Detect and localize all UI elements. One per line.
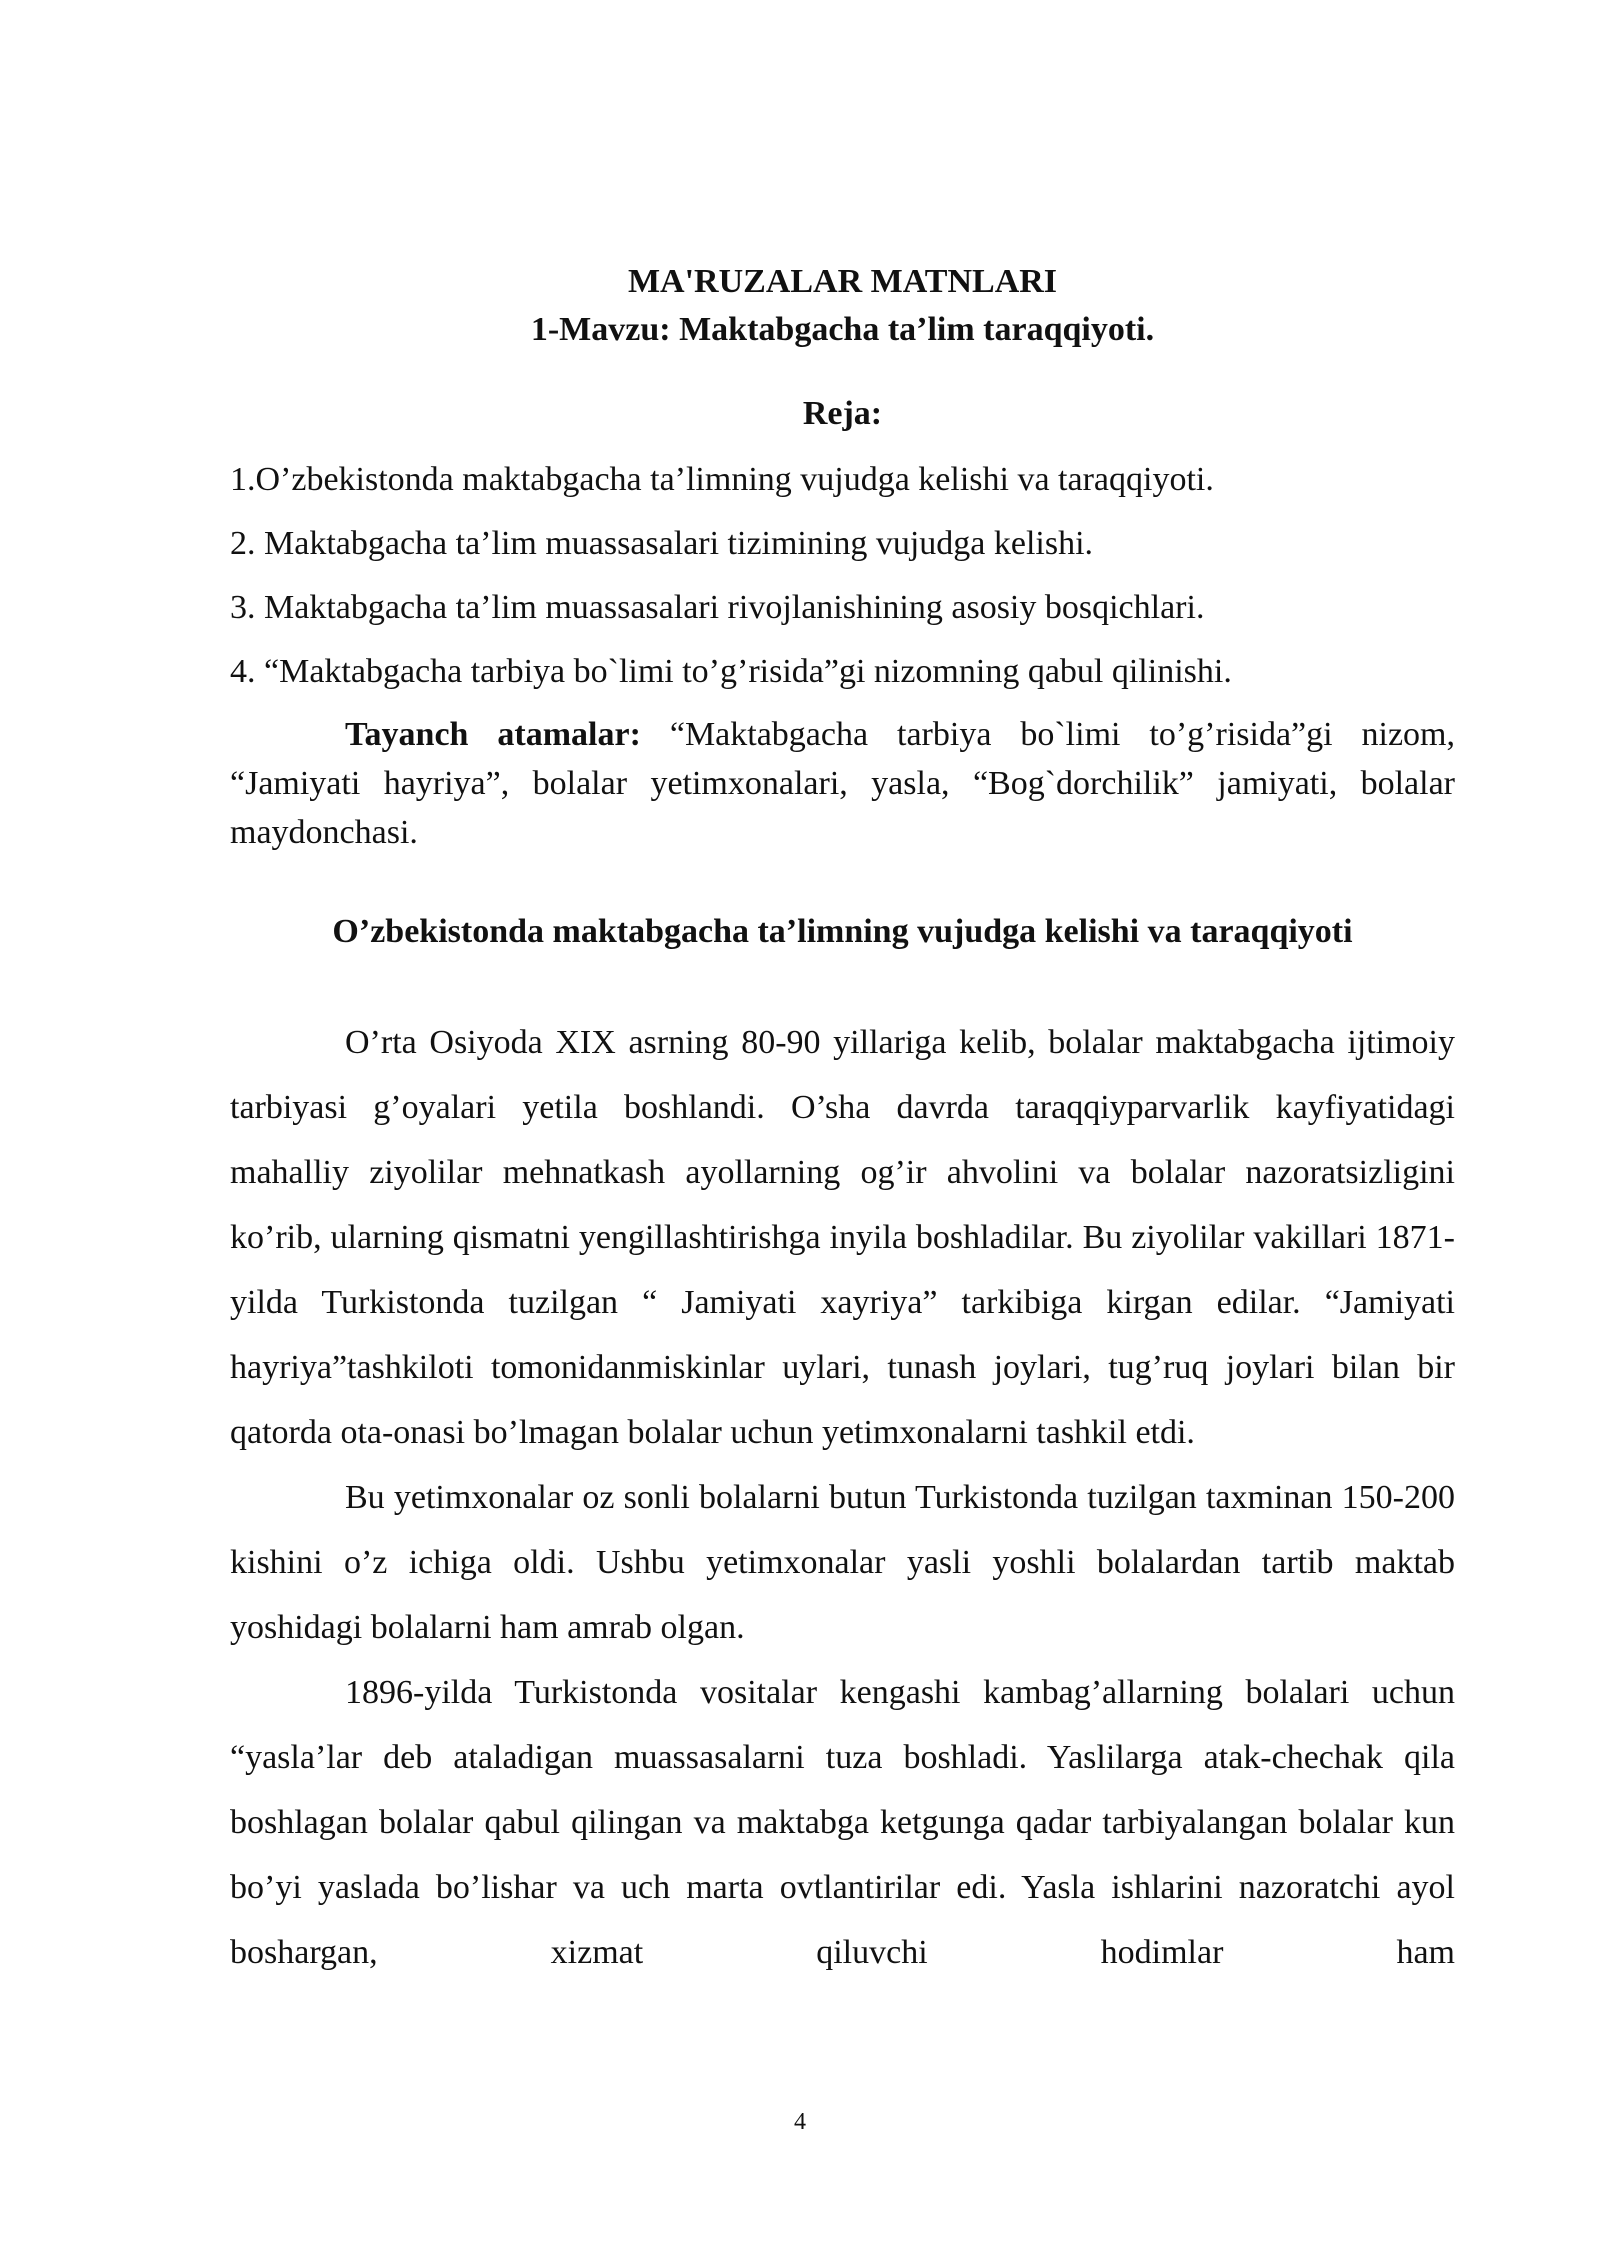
body-paragraph: Bu yetimxonalar oz sonli bolalarni butun Turkistonda tuzilgan taxminan 150-200 kishini o’z ichiga oldi. Ushbu yetimxonalar yasli yoshli bolalardan tartib maktab yoshidagi bolalarni ham amrab olgan. xyxy=(230,1479,1455,1646)
plan-item: 4. “Maktabgacha tarbiya bo`limi to’g’risida”gi nizomning qabul qilinishi. xyxy=(230,653,1232,690)
section-title: O’zbekistonda maktabgacha ta’limning vujudga kelishi va taraqqiyoti xyxy=(332,913,1353,950)
body-text xyxy=(230,1010,1455,1985)
plan-item: 2. Maktabgacha ta’lim muassasalari tizimining vujudga kelishi. xyxy=(230,525,1094,562)
topic-title: 1-Mavzu: Maktabgacha ta’lim taraqqiyoti. xyxy=(530,311,1155,348)
plan-item: 3. Maktabgacha ta’lim muassasalari rivojlanishining asosiy bosqichlari. xyxy=(230,589,1205,626)
body-paragraph: O’rta Osiyoda XIX asrning 80-90 yillariga kelib, bolalar maktabgacha ijtimoiy tarbiyasi g’oyalari yetila boshlandi. O’sha davrda taraqqiyparvarlik kayfiyatidagi mahalliy ziyolilar mehnatkash ayollarning og’ir ahvolini va bolalar nazoratsizligini ko’rib, ularning qismatni yengillashtirishga inyila boshladilar. Bu ziyolilar vakillari 1871-yilda Turkistonda tuzilgan “ Jamiyati xayriya” tarkibiga kirgan edilar. “Jamiyati hayriya”tashkiloti tomonidanmiskinlar uylari, tunash joylari, tug’ruq joylari bilan bir qatorda ota-onasi bo’lmagan bolalar uchun yetimxonalarni tashkil etdi. xyxy=(230,1024,1455,1451)
plan-heading-block xyxy=(230,390,1455,438)
document-header: MA'RUZALAR MATNLARI xyxy=(627,263,1058,300)
body-paragraph: 1896-yilda Turkistonda vositalar kengashi kambag’allarning bolalari uchun “yasla’lar deb ataladigan muassasalarni tuza boshladi. Yaslilarga atak-chechak qila boshlagan bolalar qabul qilingan va maktabga ketgunga qadar tarbiyalangan bolalar kun bo’yi yaslada bo’lishar va uch marta ovtlantirilar edi. Yasla ishlarini nazoratchi ayol boshargan, xizmat qiluvchi hodimlar ham xyxy=(230,1674,1455,1971)
keywords-label: Tayanch atamalar: xyxy=(345,716,641,753)
page-number: 4 xyxy=(794,2109,806,2135)
plan-heading: Reja: xyxy=(802,395,883,432)
keywords-text: “Maktabgacha tarbiya bo`limi to’g’risida”gi nizom, “Jamiyati hayriya”, bolalar yetimxonalari, yasla, “Bog`dorchilik” jamiyati, bolalar maydonchasi. xyxy=(230,716,1455,851)
keywords-paragraph xyxy=(230,710,1455,857)
plan-item: 1.O’zbekistonda maktabgacha ta’limning vujudga kelishi va taraqqiyoti. xyxy=(230,461,1214,498)
keywords-block xyxy=(230,710,1455,857)
plan-list xyxy=(230,448,1455,704)
title-block xyxy=(230,258,1455,354)
